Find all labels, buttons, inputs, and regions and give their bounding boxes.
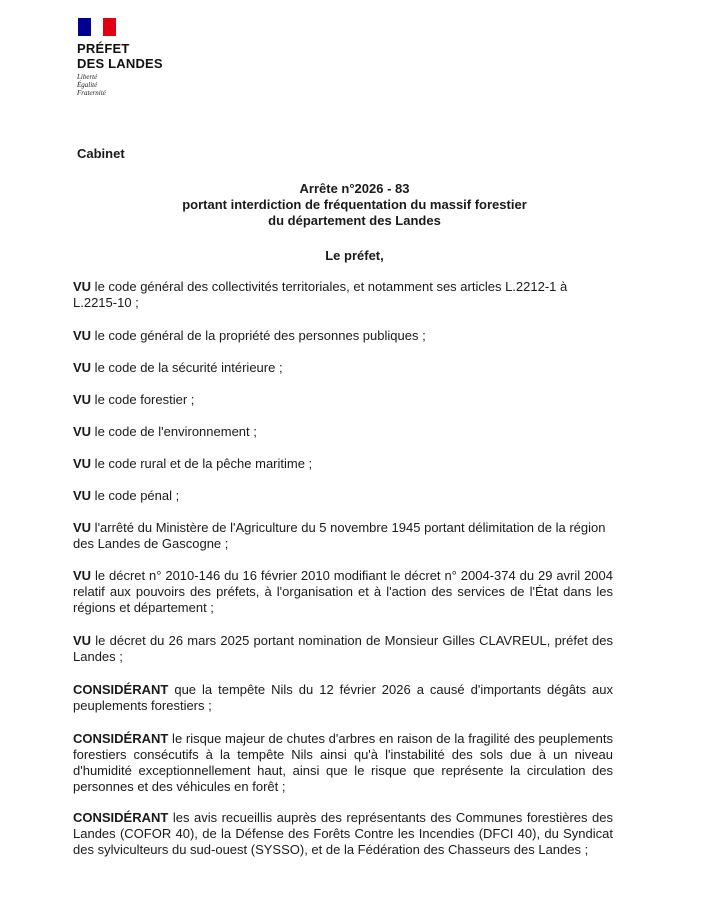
flag-red-band [103,18,116,36]
considerant-avis [73,810,613,858]
vu-csi [73,360,613,376]
para-text: le risque majeur de chutes d'arbres en raison de la fragilité des peuplements forestiers consécutifs à la tempête Nils ainsi qu'à l'instabilité des sols due à un niveau d'humidité exceptionnellement haut, ainsi que le risque que représente la circulation des personnes et des véhicules en forêt ; [73,731,613,794]
para-text: que la tempête Nils du 12 février 2026 a causé d'importants dégâts aux peuplements forestiers ; [73,682,613,713]
motto-liberte: Liberté [77,73,98,81]
para-keyword: VU [73,633,92,648]
para-keyword: VU [73,360,92,375]
para-text: le décret du 26 mars 2025 portant nomination de Monsieur Gilles CLAVREUL, préfet des Landes ; [73,633,613,664]
para-text: les avis recueillis auprès des représentants des Communes forestières des Landes (COFOR 40), de la Défense des Forêts Contre les Incendies (DFCI 40), du Syndicat des sylviculteurs du sud-ouest (SYSSO), et de la Fédération des Chasseurs des Landes ; [73,810,613,857]
vu-code-forestier [73,392,613,408]
para-text: le code forestier ; [91,392,195,407]
vu-arrete-1945 [73,520,613,552]
para-keyword: VU [73,488,92,503]
republic-motto [77,73,163,97]
vu-cgct [73,279,613,311]
authority-heading: Le préfet, [325,248,384,263]
para-text: l'arrêté du Ministère de l'Agriculture du 5 novembre 1945 portant délimitation de la région des Landes de Gascogne ; [73,520,606,551]
para-keyword: VU [73,456,92,471]
vu-code-rural [73,456,613,472]
para-keyword: VU [73,520,92,535]
para-keyword: CONSIDÉRANT [73,731,169,746]
vu-code-environnement [73,424,613,440]
vu-decret-2010 [73,568,613,616]
para-text: le code de la sécurité intérieure ; [91,360,283,375]
para-text: le code de l'environnement ; [91,424,257,439]
org-name [77,41,163,71]
prefecture-logo [77,18,163,97]
para-keyword: VU [73,328,92,343]
org-name-line2: DES LANDES [77,56,163,71]
para-keyword: CONSIDÉRANT [73,682,169,697]
para-keyword: CONSIDÉRANT [73,810,169,825]
org-name-line1: PRÉFET [77,41,130,56]
decree-subject-line2: du département des Landes [268,213,441,228]
decree-body [73,279,613,858]
para-text: le code général de la propriété des personnes publiques ; [91,328,426,343]
para-text: le code pénal ; [91,488,180,503]
flag-blue-band [78,18,91,36]
french-flag-icon [78,18,116,36]
para-text: le code général des collectivités territoriales, et notamment ses articles L.2212-1 à L.2215-10 ; [73,279,568,310]
para-keyword: VU [73,279,92,294]
para-keyword: VU [73,392,92,407]
considerant-tempete [73,682,613,714]
flag-white-band [91,18,104,36]
decree-number: Arrête n°2026 - 83 [299,181,410,196]
para-text: le code rural et de la pêche maritime ; [91,456,313,471]
para-text: le décret n° 2010-146 du 16 février 2010 modifiant le décret n° 2004-374 du 29 avril 2004 relatif aux pouvoirs des préfets, à l'organisation et à l'action des services de l'État dans les régions et département ; [73,568,613,615]
motto-egalite: Égalité [77,81,98,89]
vu-cgppp [73,328,613,344]
decree-subject-line1: portant interdiction de fréquentation du massif forestier [182,197,527,212]
considerant-risque [73,731,613,795]
decree-title [0,181,709,229]
para-keyword: VU [73,424,92,439]
service-name: Cabinet [77,146,125,161]
vu-code-penal [73,488,613,504]
para-keyword: VU [73,568,92,583]
vu-decret-2025 [73,633,613,665]
motto-fraternite: Fraternité [77,89,106,97]
